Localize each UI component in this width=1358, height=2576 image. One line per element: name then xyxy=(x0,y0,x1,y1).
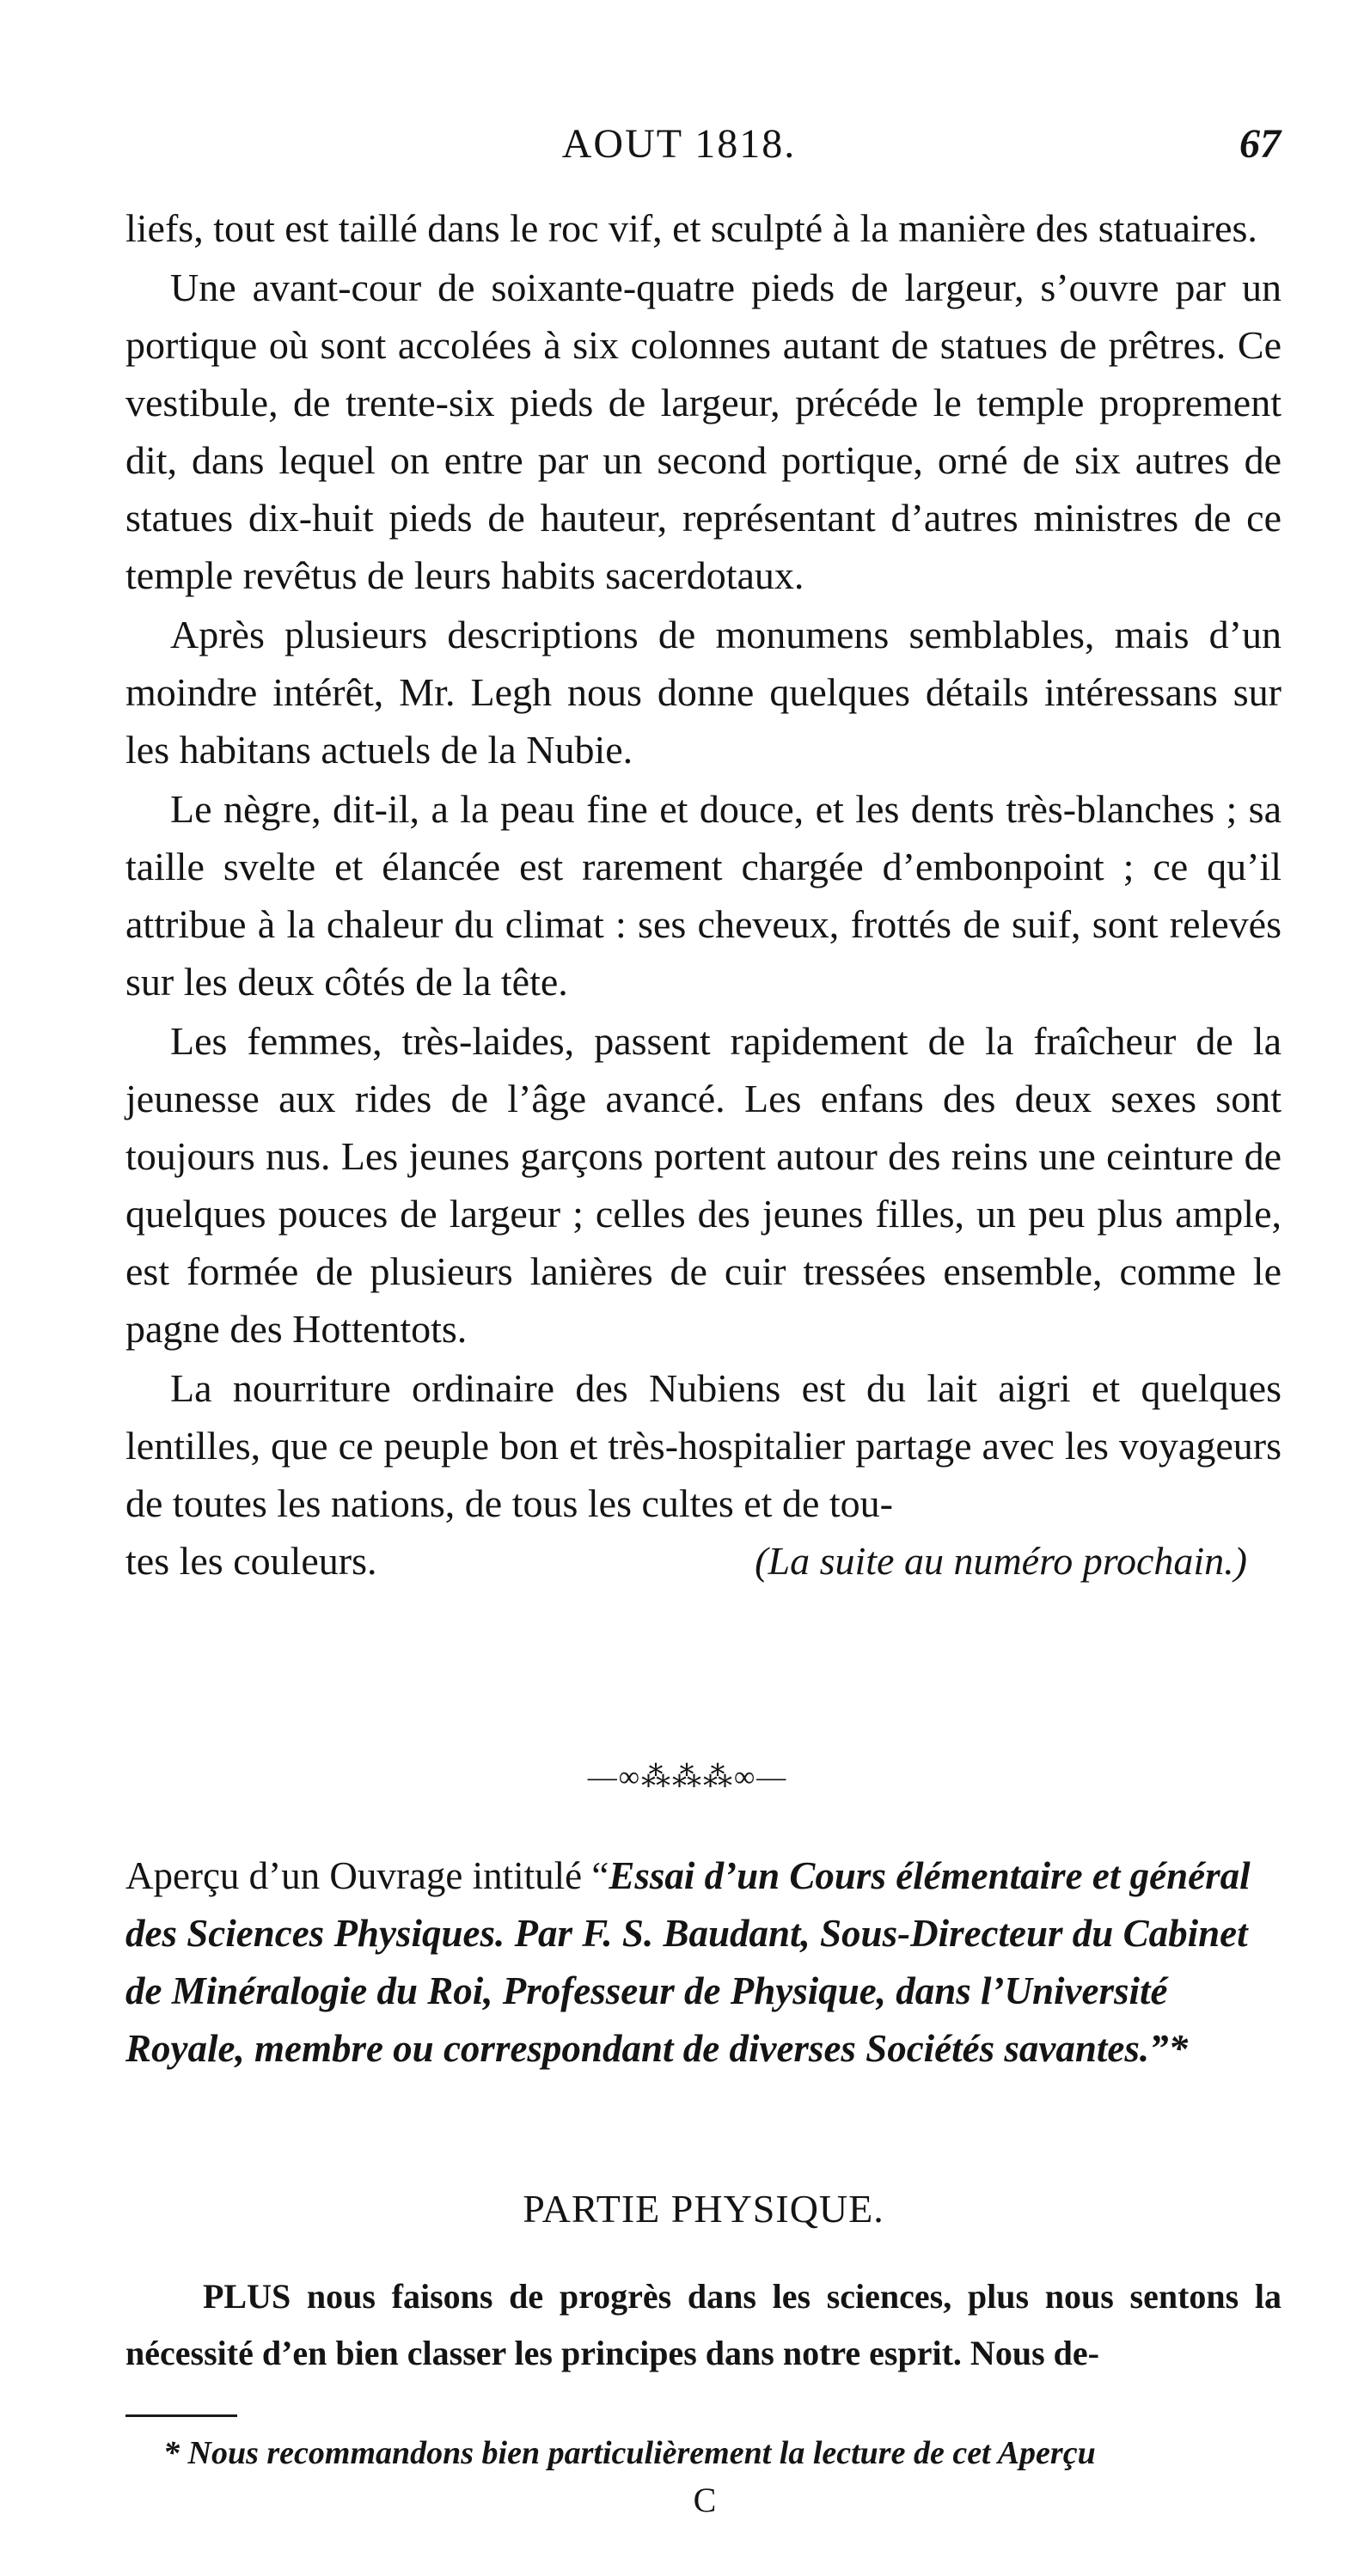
section-ornament: —∞⁂⁂⁂∞— xyxy=(587,1761,788,1793)
review-title-block xyxy=(125,1847,1282,2078)
last-line-text: tes les couleurs. xyxy=(125,1539,377,1583)
footnote: * Nous recommandons bien particulièrement la lecture de cet Aperçu xyxy=(163,2435,1096,2471)
continuation-note: (La suite au numéro prochain.) xyxy=(755,1539,1247,1583)
review-lead: Aperçu d’un Ouvrage intitulé “ xyxy=(125,1854,609,1897)
paragraph: Une avant-cour de soixante-quatre pieds de largeur, s’ouvre par un portique où sont accolées à six colonnes autant de statues de prêtres. Ce vestibule, de trente-six pieds de largeur, précéde le temple proprement dit, dans lequel on entre par un second portique, orné de six autres de statues dix-huit pieds de hauteur, représentant d’autres ministres de ce temple revêtus de leurs habits sacerdotaux. xyxy=(125,266,1282,597)
paragraph: PLUS nous faisons de progrès dans les sciences, plus nous sentons la nécessité d’en bien classer les principes dans notre esprit. Nous de- xyxy=(125,2277,1282,2372)
paragraph: Après plusieurs descriptions de monumens semblables, mais d’un moindre intérêt, Mr. Legh nous donne quelques détails intéressans sur les habitans actuels de la Nubie. xyxy=(125,613,1282,772)
footnote-divider xyxy=(125,2414,237,2417)
paragraph: La nourriture ordinaire des Nubiens est du lait aigri et quelques lentilles, que ce peuple bon et très-hospitalier partage avec les voyageurs de toutes les nations, de tous les cultes et de tou- xyxy=(125,1366,1282,1525)
paragraph: Les femmes, très-laides, passent rapidement de la fraîcheur de la jeunesse aux rides de l’âge avancé. Les enfans des deux sexes sont toujours nus. Les jeunes garçons portent autour des reins une ceinture de quelques pouces de largeur ; celles des jeunes filles, un peu plus ample, est formée de plusieurs lanières de cuir tressées ensemble, comme le pagne des Hottentots. xyxy=(125,1019,1282,1351)
article-body xyxy=(125,199,1282,1591)
paragraph-last-line xyxy=(125,1532,1282,1590)
review-book-title: Essai d’un Cours élémentaire et général des Sciences Physiques. Par F. S. Baudant, Sous-Directeur du Cabinet de Minéralogie du Roi, Professeur de Physique, dans l’Université Royale, membre ou correspondant de diverses Sociétés savantes.”* xyxy=(125,1854,1251,2070)
paragraph: liefs, tout est taillé dans le roc vif, et sculpté à la manière des statuaires. xyxy=(125,206,1257,250)
paragraph: Le nègre, dit-il, a la peau fine et douce, et les dents très-blanches ; sa taille svelte et élancée est rarement chargée d’embonpoint ; ce qu’il attribue à la chaleur du climat : ses cheveux, frottés de suif, sont relevés sur les deux côtés de la tête. xyxy=(125,787,1282,1004)
running-header: AOUT 1818. xyxy=(561,121,797,167)
signature-mark: C xyxy=(693,2481,717,2519)
paragraph-with-continuation xyxy=(125,1359,1282,1590)
page-number: 67 xyxy=(1239,121,1281,167)
section-heading: PARTIE PHYSIQUE. xyxy=(523,2187,884,2231)
section-body xyxy=(125,2268,1282,2382)
